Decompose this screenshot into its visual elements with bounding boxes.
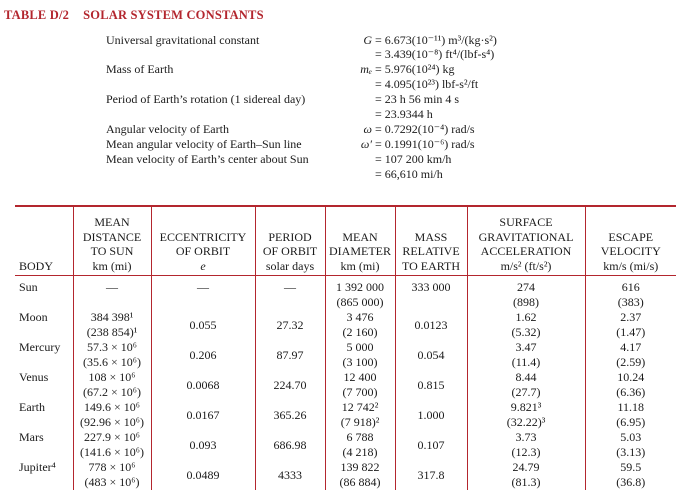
cell-period: 365.26 [255, 400, 325, 430]
cell-gravity: 9.821³ (32.22)³ [467, 400, 585, 430]
cell-mass: 0.054 [395, 340, 467, 370]
cell-eccentricity: 0.0068 [151, 370, 255, 400]
cell-body: Earth [19, 400, 45, 414]
cell-eccentricity: 0.093 [151, 430, 255, 460]
cell-gravity: 3.73 (12.3) [467, 430, 585, 460]
cell-distance: 57.3 × 10⁶ (35.6 × 10⁶) [73, 340, 151, 370]
cell-eccentricity: 0.055 [151, 310, 255, 340]
cell-escape: 10.24 (6.36) [585, 370, 676, 400]
constant-value: = 6.673(10⁻¹¹) m³/(kg·s²) [375, 33, 497, 47]
constant-value: = 107 200 km/h [375, 152, 452, 166]
cell-period: 686.98 [255, 430, 325, 460]
constant-value: = 0.7292(10⁻⁴) rad/s [375, 122, 475, 136]
cell-eccentricity: 0.0489 [151, 460, 255, 490]
cell-gravity: 3.47 (11.4) [467, 340, 585, 370]
cell-body: Sun [19, 280, 38, 294]
cell-period: 4333 [255, 460, 325, 490]
cell-gravity: 274 (898) [467, 276, 585, 311]
table-row [15, 370, 676, 400]
table-row [15, 276, 676, 311]
cell-period: 224.70 [255, 370, 325, 400]
constant-value: = 66,610 mi/h [375, 167, 443, 181]
constant-label: Mean angular velocity of Earth–Sun line [106, 137, 302, 151]
constant-value: = 23 h 56 min 4 s [375, 92, 460, 106]
cell-distance: — [73, 276, 151, 311]
cell-period: 27.32 [255, 310, 325, 340]
cell-distance: 778 × 10⁶ (483 × 10⁶) [73, 460, 151, 490]
cell-distance: 384 398¹ (238 854)¹ [73, 310, 151, 340]
cell-mass: 0.0123 [395, 310, 467, 340]
col-header-mass: MASS RELATIVE TO EARTH [395, 207, 467, 276]
cell-gravity: 8.44 (27.7) [467, 370, 585, 400]
cell-body: Moon [19, 310, 48, 324]
cell-body: Venus [19, 370, 49, 384]
constant-label: Universal gravitational constant [106, 33, 260, 47]
cell-diameter: 12 742² (7 918)² [325, 400, 395, 430]
cell-escape: 59.5 (36.8) [585, 460, 676, 490]
col-header-body: BODY [15, 207, 73, 276]
constant-symbol: ω [363, 122, 372, 136]
cell-gravity: 1.62 (5.32) [467, 310, 585, 340]
cell-eccentricity: 0.0167 [151, 400, 255, 430]
constant-value: = 4.095(10²³) lbf-s²/ft [375, 77, 479, 91]
cell-escape: 11.18 (6.95) [585, 400, 676, 430]
cell-diameter: 6 788 (4 218) [325, 430, 395, 460]
cell-escape: 2.37 (1.47) [585, 310, 676, 340]
constant-label: Period of Earth’s rotation (1 sidereal day) [106, 92, 306, 106]
cell-diameter: 1 392 000 (865 000) [325, 276, 395, 311]
table-title-text: SOLAR SYSTEM CONSTANTS [83, 8, 264, 22]
cell-eccentricity: — [151, 276, 255, 311]
constant-label: Mass of Earth [106, 62, 174, 76]
cell-period: — [255, 276, 325, 311]
col-header-diameter: MEAN DIAMETER km (mi) [325, 207, 395, 276]
col-header-escape: ESCAPE VELOCITY km/s (mi/s) [585, 207, 676, 276]
table-header-row [15, 207, 676, 276]
constant-symbol: mₑ [360, 62, 372, 76]
constant-symbol: G [363, 33, 372, 47]
cell-body: Mercury [19, 340, 61, 354]
cell-mass: 0.815 [395, 370, 467, 400]
cell-escape: 616 (383) [585, 276, 676, 311]
table-row [15, 460, 676, 490]
constant-value: = 5.976(10²⁴) kg [375, 62, 455, 76]
col-header-period: PERIOD OF ORBIT solar days [255, 207, 325, 276]
constant-symbol: ω′ [360, 137, 372, 151]
col-header-eccentricity: ECCENTRICITY OF ORBIT e [151, 207, 255, 276]
cell-mass: 0.107 [395, 430, 467, 460]
cell-distance: 227.9 × 10⁶ (141.6 × 10⁶) [73, 430, 151, 460]
cell-escape: 5.03 (3.13) [585, 430, 676, 460]
cell-diameter: 3 476 (2 160) [325, 310, 395, 340]
table-row [15, 430, 676, 460]
cell-diameter: 139 822 (86 884) [325, 460, 395, 490]
cell-distance: 149.6 × 10⁶ (92.96 × 10⁶) [73, 400, 151, 430]
cell-diameter: 5 000 (3 100) [325, 340, 395, 370]
constant-value: = 23.9344 h [375, 107, 433, 121]
constant-value: = 3.439(10⁻⁸) ft⁴/(lbf-s⁴) [375, 47, 495, 61]
cell-gravity: 24.79 (81.3) [467, 460, 585, 490]
cell-escape: 4.17 (2.59) [585, 340, 676, 370]
table-row [15, 400, 676, 430]
cell-mass: 1.000 [395, 400, 467, 430]
col-header-distance: MEAN DISTANCE TO SUN km (mi) [73, 207, 151, 276]
table-title [4, 8, 264, 23]
cell-diameter: 12 400 (7 700) [325, 370, 395, 400]
table-row [15, 340, 676, 370]
cell-period: 87.97 [255, 340, 325, 370]
cell-body: Jupiter⁴ [19, 460, 56, 474]
cell-body: Mars [19, 430, 44, 444]
constant-label: Mean velocity of Earth’s center about Sun [106, 152, 309, 166]
table-row [15, 310, 676, 340]
col-header-gravity: SURFACE GRAVITATIONAL ACCELERATION m/s² (ft/s²) [467, 207, 585, 276]
constant-label: Angular velocity of Earth [106, 122, 229, 136]
cell-mass: 333 000 [395, 276, 467, 311]
table-number: TABLE D/2 [4, 8, 70, 22]
planet-table [15, 207, 676, 490]
cell-eccentricity: 0.206 [151, 340, 255, 370]
cell-mass: 317.8 [395, 460, 467, 490]
constant-value: = 0.1991(10⁻⁶) rad/s [375, 137, 475, 151]
cell-distance: 108 × 10⁶ (67.2 × 10⁶) [73, 370, 151, 400]
